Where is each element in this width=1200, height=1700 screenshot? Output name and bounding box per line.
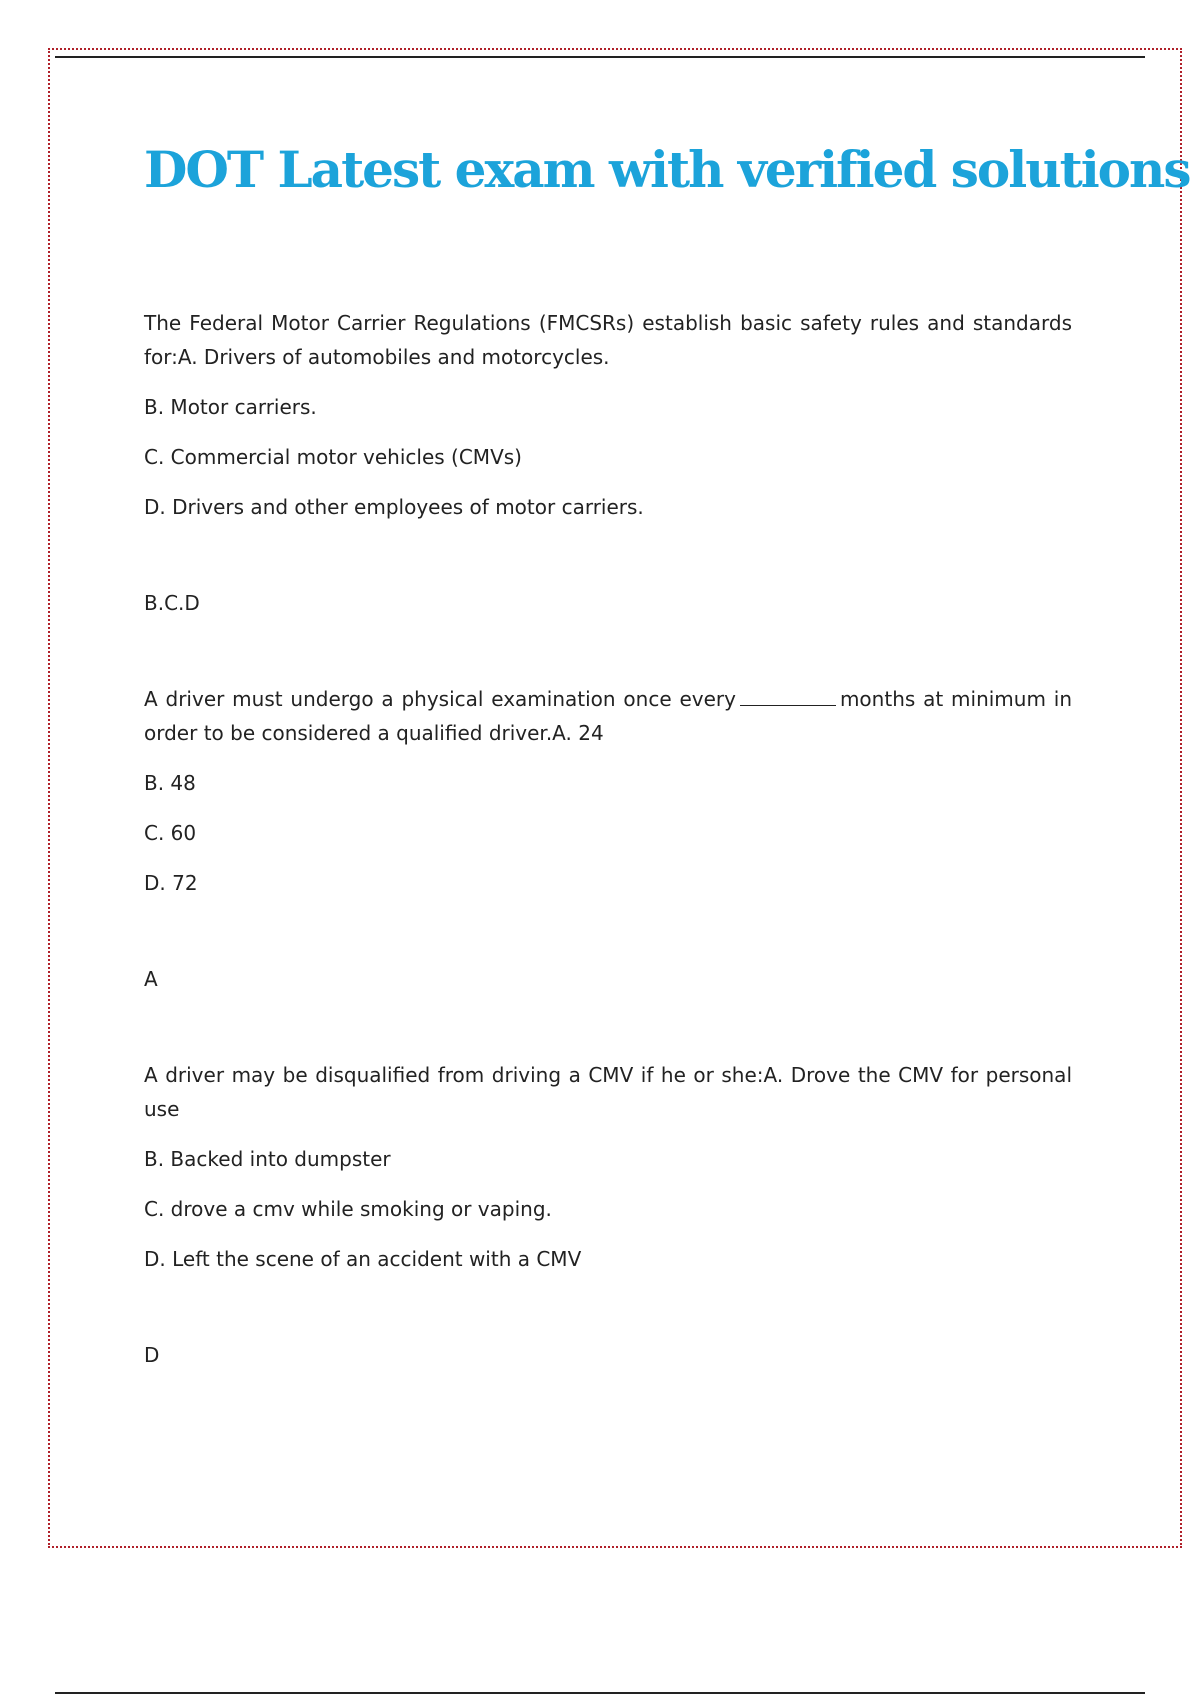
- answer: D: [144, 1343, 160, 1367]
- question-text: The Federal Motor Carrier Regulations (FMCSRs) establish basic safety rules and standards for:A. Drivers of automobiles and motorcycles.: [144, 311, 1072, 369]
- question-text-before-blank: A driver must undergo a physical examination once every: [144, 687, 736, 711]
- question-block-3: [144, 1058, 1072, 1372]
- question-text-after-blank: months at minimum in order to be considered a qualified driver.A. 24: [144, 687, 1072, 745]
- question-block-1: [144, 306, 1072, 620]
- answer: A: [144, 967, 158, 991]
- option-d: D. 72: [144, 871, 198, 895]
- option-d: D. Drivers and other employees of motor carriers.: [144, 495, 644, 519]
- answer: B.C.D: [144, 591, 200, 615]
- option-b: B. 48: [144, 771, 196, 795]
- option-c: C. 60: [144, 821, 197, 845]
- question-list: [144, 306, 1072, 1434]
- option-b: B. Motor carriers.: [144, 395, 317, 419]
- question-text: [144, 682, 1072, 750]
- option-b: B. Backed into dumpster: [144, 1147, 391, 1171]
- footer-rule: [55, 1692, 1145, 1694]
- fill-in-blank: [740, 687, 836, 706]
- question-text: A driver may be disqualified from driving a CMV if he or she:A. Drove the CMV for personal use: [144, 1063, 1072, 1121]
- question-block-2: [144, 682, 1072, 996]
- document-title: DOT Latest exam with verified solutions: [144, 140, 1190, 199]
- option-d: D. Left the scene of an accident with a CMV: [144, 1247, 582, 1271]
- option-c: C. Commercial motor vehicles (CMVs): [144, 445, 522, 469]
- option-c: C. drove a cmv while smoking or vaping.: [144, 1197, 552, 1221]
